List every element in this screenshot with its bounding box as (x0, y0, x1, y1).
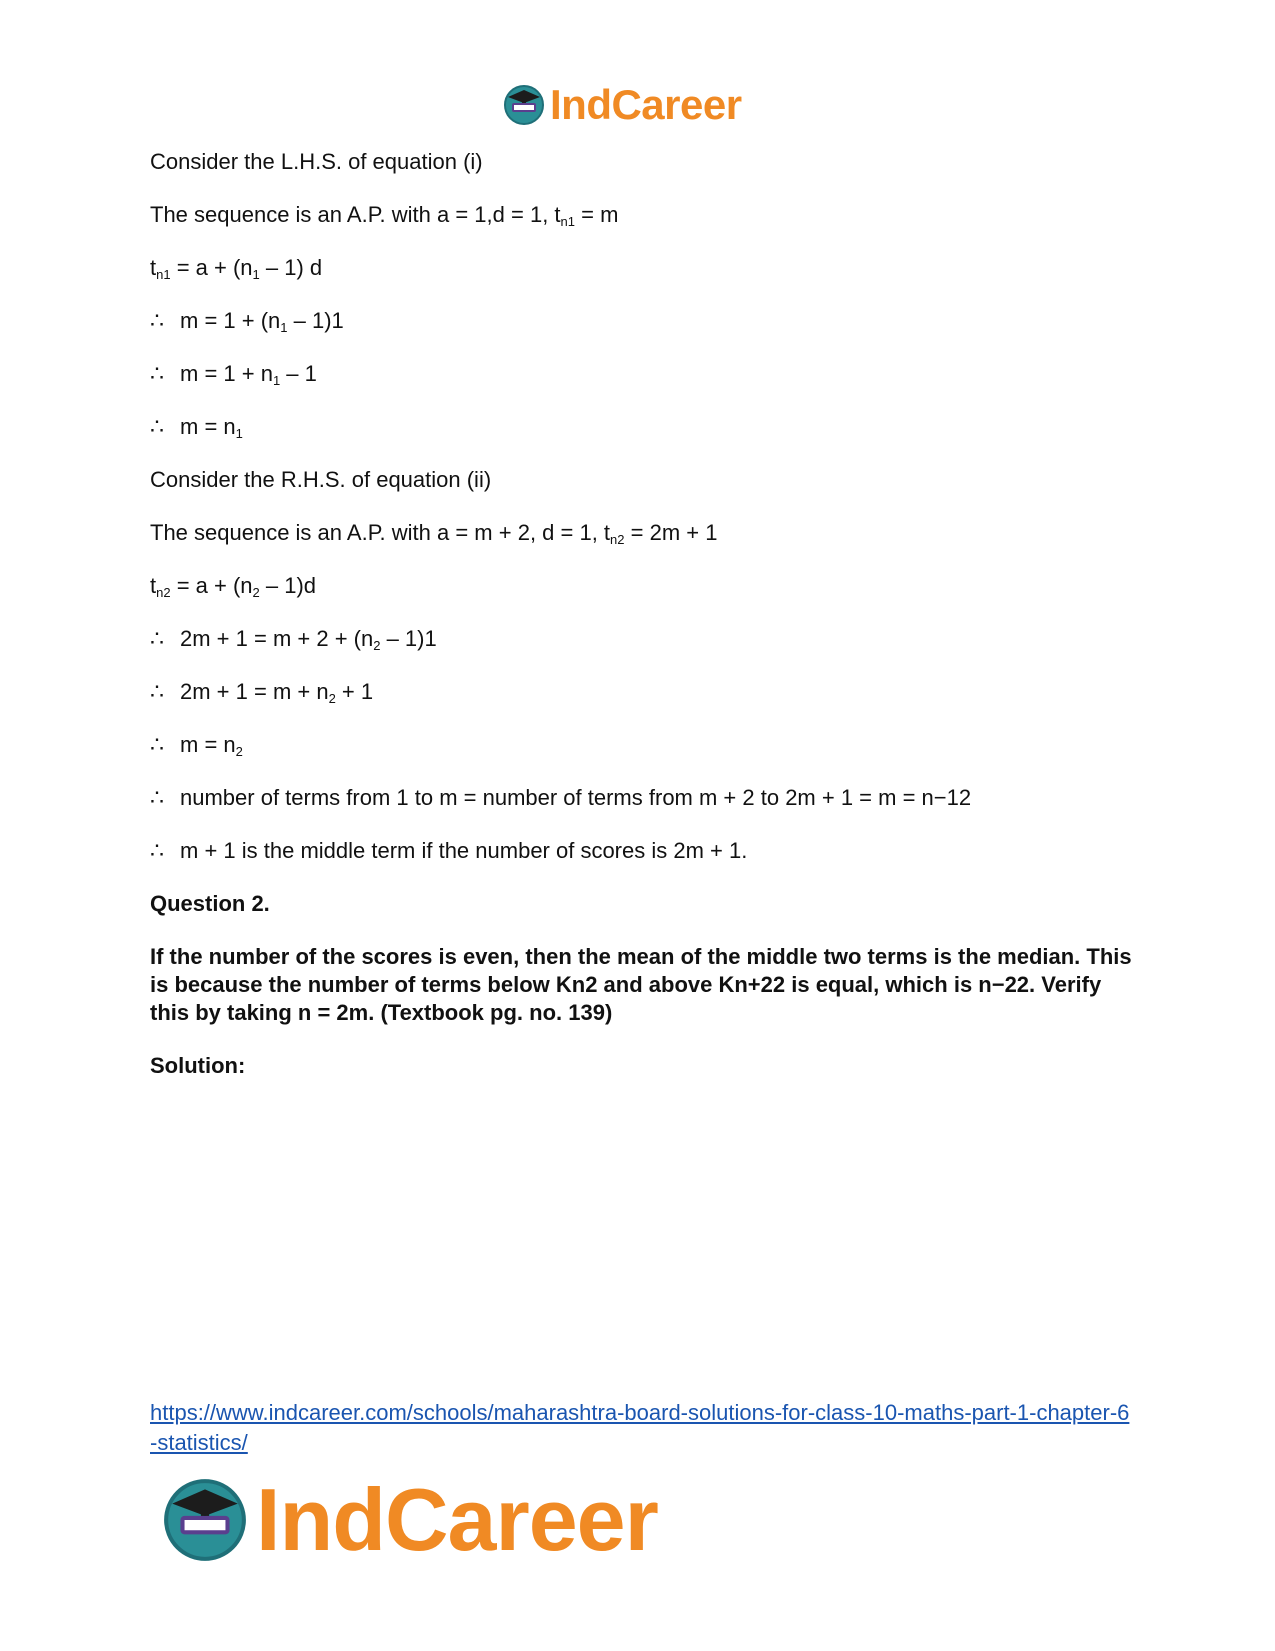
therefore-symbol: ∴ (150, 626, 164, 651)
text-line: ∴ number of terms from 1 to m = number of terms from m + 2 to 2m + 1 = m = n−12 (150, 785, 972, 810)
solution-heading: Solution: (150, 1053, 246, 1078)
text-line: ∴ $m = 1 + (n_1 - 1)1$ (150, 308, 344, 335)
graduation-cap-icon (502, 83, 546, 127)
graduation-cap-icon (160, 1475, 250, 1565)
therefore-symbol: ∴ (150, 414, 164, 439)
question-heading: Question 2. (150, 891, 270, 916)
therefore-symbol: ∴ (150, 679, 164, 704)
brand-name: IndCareer (256, 1470, 658, 1569)
text-line: Consider the L.H.S. of equation (i) (150, 149, 483, 174)
text-line: $t_{n1} = a + (n_1 - 1)$ d (150, 255, 323, 282)
therefore-symbol: ∴ (150, 785, 164, 810)
therefore-symbol: ∴ (150, 308, 164, 333)
text-line: ∴ $m = n_1$ (150, 414, 243, 441)
brand-name: IndCareer (550, 81, 742, 128)
text-line: ∴ $m = 1 + n_1 - 1$ (150, 361, 317, 388)
question-body: If the number of the scores is even, then the mean of the middle two terms is the median. This is because the number of terms below Kn2 and above Kn+22 is equal, which is n−22. Verify this by taking n = 2m. (Textbook pg. no. 139) (150, 944, 1132, 1025)
text-line: Consider the R.H.S. of equation (ii) (150, 467, 492, 492)
text-line: ∴ m + 1 is the middle term if the number of scores is 2m + 1. (150, 838, 748, 863)
therefore-symbol: ∴ (150, 732, 164, 757)
text-line: ∴ $2m + 1 = m + 2 + (n_2 - 1)1$ (150, 626, 437, 653)
footer-logo (160, 1470, 720, 1570)
header-logo (502, 80, 772, 130)
text-line: ∴ $m = n_2$ (150, 732, 243, 759)
therefore-symbol: ∴ (150, 361, 164, 386)
therefore-symbol: ∴ (150, 838, 164, 863)
text-line: The sequence is an A.P. with a = 1,d = 1, $t_{n1} = m$ (150, 202, 619, 229)
text-line: ∴ $2m + 1 = m + n_2 + 1$ (150, 679, 374, 706)
text-line: $t_{n2} = a + (n_2 - 1)d$ (150, 573, 317, 600)
source-link[interactable]: https://www.indcareer.com/schools/maharashtra-board-solutions-for-class-10-maths-part-1-chapter-6-statistics/ (150, 1400, 1130, 1455)
text-line: The sequence is an A.P. with a = m + 2, d = 1, $t_{n2} = 2m + 1$ (150, 520, 718, 547)
